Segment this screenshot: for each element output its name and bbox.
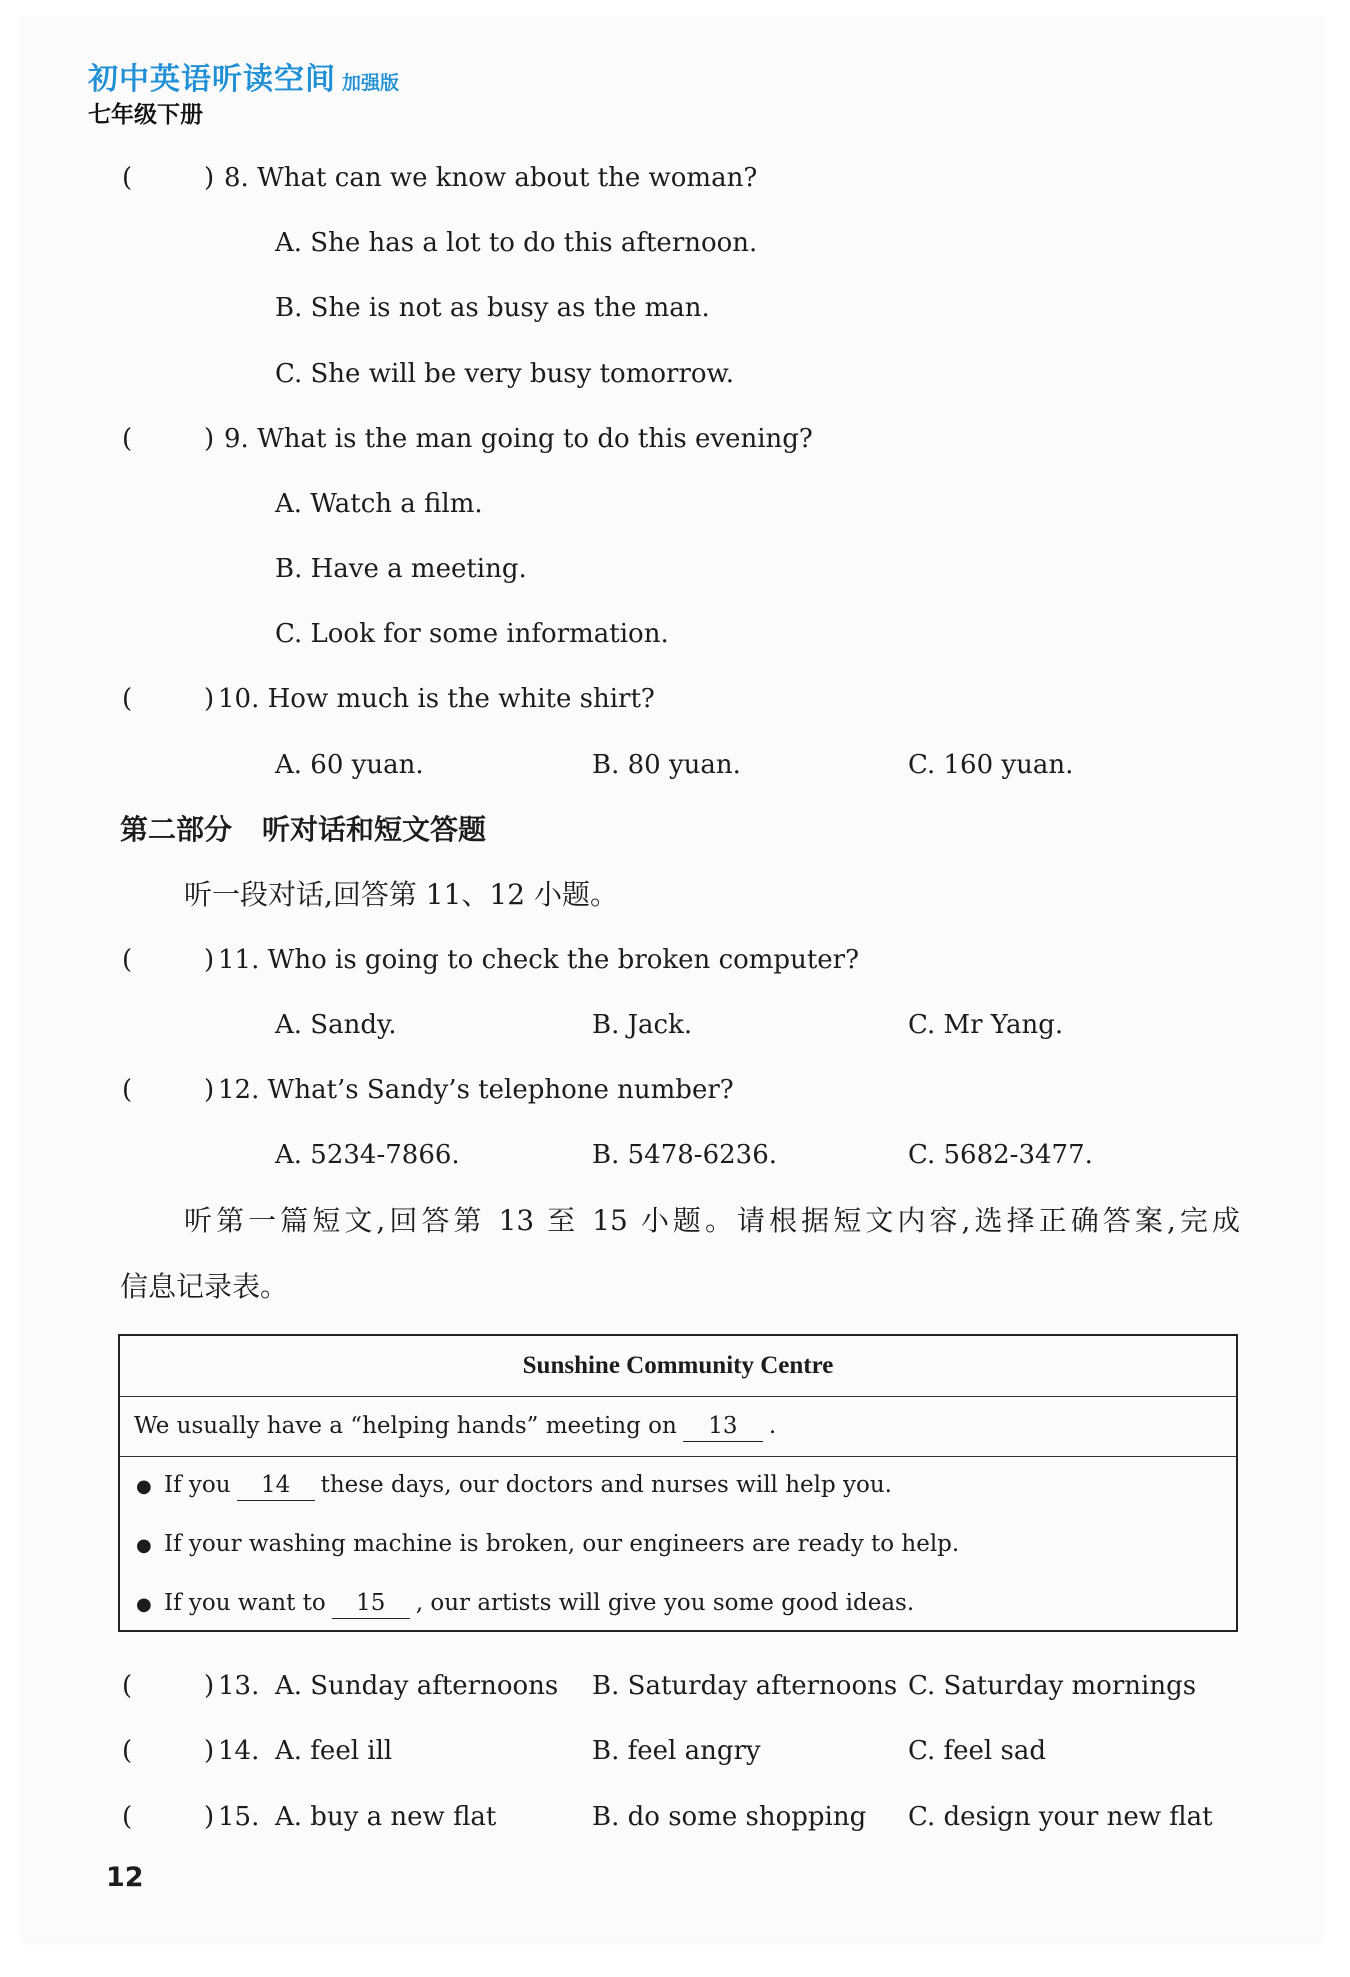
answer-paren-open[interactable]: ( [122,684,133,714]
question-text [224,419,813,459]
question-number: 12. [218,1075,260,1105]
option-b[interactable]: B. 5478-6236. [592,1140,778,1170]
bullet-dot: ● [136,1594,152,1615]
question-stem: What is the man going to do this evening? [257,424,813,454]
answer-paren-close: ) [204,945,215,975]
section-title: 第二部分 [120,813,233,846]
question-number: 10. [218,684,260,714]
instruction-passage-line1: 听第一篇短文,回答第 13 至 15 小题。请根据短文内容,选择正确答案,完成 [184,1204,1240,1237]
book-brand [88,54,399,98]
answer-paren-open[interactable]: ( [122,945,133,975]
grade-label: 七年级下册 [88,102,203,128]
bullet-text-pre: If you want to [164,1590,326,1616]
answer-paren-close: ) [204,1075,215,1105]
answer-paren-open[interactable]: ( [122,1736,133,1766]
option-c[interactable]: C. design your new flat [908,1802,1213,1832]
section-subtitle: 听对话和短文答题 [262,813,487,846]
option-a[interactable]: A. 60 yuan. [275,750,424,780]
bullet-dot: ● [136,1476,152,1497]
question-stem: Who is going to check the broken computer? [267,945,860,975]
answer-paren-open[interactable]: ( [122,1802,133,1832]
brand-title: 初中英语听读空间 [88,62,336,97]
question-number: 13. [218,1671,260,1701]
info-record-table [118,1334,1238,1632]
option-b[interactable]: B. 80 yuan. [592,750,741,780]
question-stem: What’s Sandy’s telephone number? [267,1075,734,1105]
option-b[interactable]: B. do some shopping [592,1802,867,1832]
options-row [0,745,1350,785]
option-b[interactable]: B. feel angry [592,1736,761,1766]
section-heading [120,810,486,850]
option-a[interactable]: A. 5234-7866. [275,1140,460,1170]
meeting-text: We usually have a “helping hands” meeting on [134,1413,677,1439]
table-title: Sunshine Community Centre [120,1336,1236,1397]
question-9 [0,419,1350,459]
option-a[interactable]: A. Sandy. [275,1010,397,1040]
table-meeting-row [120,1396,1236,1457]
answer-paren-close: ) [204,1802,215,1832]
question-number: 14. [218,1736,260,1766]
meeting-sentence [134,1409,776,1443]
option-a[interactable]: A. Sunday afternoons [275,1671,559,1701]
option-a[interactable]: A. buy a new flat [275,1802,497,1832]
bullet-item [136,1527,959,1561]
answer-paren-close: ) [204,1671,215,1701]
bullet-text-post: these days, our doctors and nurses will help you. [320,1472,892,1498]
blank-14[interactable]: 14 [237,1472,315,1501]
options-row [0,1135,1350,1175]
blank-13[interactable]: 13 [683,1413,763,1442]
answer-paren-open[interactable]: ( [122,163,133,193]
option-c[interactable]: C. Look for some information. [275,619,669,649]
option-b[interactable]: B. Jack. [592,1010,693,1040]
option-a[interactable]: A. She has a lot to do this afternoon. [275,228,758,258]
answer-paren-close: ) [204,684,215,714]
option-c[interactable]: C. She will be very busy tomorrow. [275,359,734,389]
answer-paren-close: ) [204,1736,215,1766]
option-b[interactable]: B. She is not as busy as the man. [275,293,710,323]
question-11 [0,940,1350,980]
question-14 [0,1731,1350,1771]
question-text [218,1070,734,1110]
question-number: 15. [218,1802,260,1832]
blank-15[interactable]: 15 [332,1590,410,1619]
question-number: 9. [224,424,249,454]
page-number: 12 [106,1862,144,1893]
question-number: 11. [218,945,260,975]
answer-paren-close: ) [204,163,215,193]
option-c[interactable]: C. 5682-3477. [908,1140,1093,1170]
instruction-passage-line2: 信息记录表。 [120,1270,289,1303]
answer-paren-open[interactable]: ( [122,1671,133,1701]
option-b[interactable]: B. Saturday afternoons [592,1671,898,1701]
bullet-item [136,1468,892,1502]
question-text [218,940,859,980]
question-13 [0,1666,1350,1706]
brand-suffix: 加强版 [342,72,400,94]
option-c[interactable]: C. 160 yuan. [908,750,1074,780]
option-a[interactable]: A. feel ill [275,1736,393,1766]
answer-paren-close: ) [204,424,215,454]
instruction-dialogue: 听一段对话,回答第 11、12 小题。 [184,878,618,911]
question-stem: What can we know about the woman? [257,163,758,193]
option-c[interactable]: C. feel sad [908,1736,1046,1766]
option-c[interactable]: C. Saturday mornings [908,1671,1197,1701]
option-b[interactable]: B. Have a meeting. [275,554,527,584]
bullet-text-post: , our artists will give you some good ideas. [415,1590,915,1616]
meeting-period: . [768,1413,777,1439]
bullet-dot: ● [136,1535,152,1556]
question-15 [0,1797,1350,1837]
option-c[interactable]: C. Mr Yang. [908,1010,1064,1040]
question-text [224,158,757,198]
options-row [0,1005,1350,1045]
option-a[interactable]: A. Watch a film. [275,489,483,519]
bullet-text-pre: If you [164,1472,231,1498]
answer-paren-open[interactable]: ( [122,424,133,454]
question-12 [0,1070,1350,1110]
question-text [218,679,655,719]
bullet-item [136,1586,914,1620]
answer-paren-open[interactable]: ( [122,1075,133,1105]
question-stem: How much is the white shirt? [267,684,655,714]
question-8 [0,158,1350,198]
question-number: 8. [224,163,249,193]
bullet-text: If your washing machine is broken, our engineers are ready to help. [164,1531,960,1557]
question-10 [0,679,1350,719]
